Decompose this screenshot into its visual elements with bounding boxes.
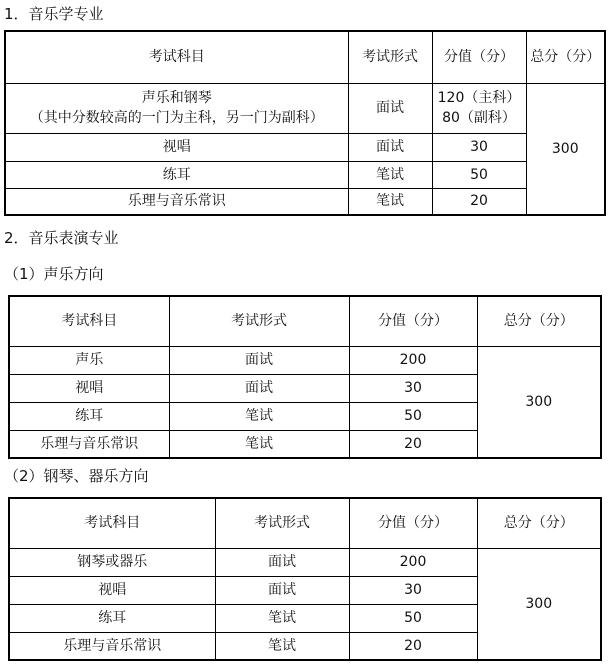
subject-cell: 乐理与音乐常识 [9,632,215,660]
table-row [5,133,605,161]
form-cell: 笔试 [348,161,432,188]
piano-instrument-table [8,497,602,661]
score-cell: 20 [349,430,477,458]
score-cell [432,83,526,133]
score-cell: 50 [432,161,526,188]
header-form: 考试形式 [169,296,349,346]
vocal-direction-table [8,295,602,459]
form-cell: 笔试 [169,402,349,430]
subject-cell: 乐理与音乐常识 [9,430,169,458]
section1-heading: 1．音乐学专业 [4,5,104,23]
table-row [5,161,605,188]
subsection1-heading: （1）声乐方向 [4,265,104,283]
form-cell: 笔试 [215,632,349,660]
score-cell: 30 [349,374,477,402]
subject-cell: 练耳 [5,161,348,188]
subject-note: （其中分数较高的一门为主科，另一门为副科） [29,110,324,126]
table-header-row [9,296,601,346]
score-cell: 20 [349,632,477,660]
score-cell: 30 [432,133,526,161]
header-subject: 考试科目 [9,296,169,346]
score-cell: 50 [349,604,477,632]
section2-heading: 2．音乐表演专业 [4,229,119,247]
header-total: 总分（分） [477,498,601,548]
form-cell: 面试 [215,548,349,576]
form-cell: 面试 [169,374,349,402]
score-cell: 50 [349,402,477,430]
header-score: 分值（分） [349,296,477,346]
form-cell: 笔试 [215,604,349,632]
form-cell: 笔试 [348,188,432,215]
subject-cell: 视唱 [9,576,215,604]
subject-cell: 视唱 [5,133,348,161]
form-cell: 面试 [348,83,432,133]
table-row [5,83,605,133]
subject-cell: 练耳 [9,604,215,632]
form-cell: 面试 [169,346,349,374]
table-row [9,548,601,576]
subject-cell: 练耳 [9,402,169,430]
table-header-row [5,31,605,83]
header-form: 考试形式 [215,498,349,548]
header-score: 分值（分） [349,498,477,548]
header-subject: 考试科目 [5,31,348,83]
score-main: 120（主科） [437,90,521,106]
total-cell: 300 [526,83,605,215]
subject-cell: 视唱 [9,374,169,402]
form-cell: 笔试 [169,430,349,458]
total-cell: 300 [477,346,601,458]
table-header-row [9,498,601,548]
header-form: 考试形式 [348,31,432,83]
header-subject: 考试科目 [9,498,215,548]
subject-cell [5,83,348,133]
score-cell: 200 [349,548,477,576]
total-cell: 300 [477,548,601,660]
form-cell: 面试 [348,133,432,161]
subsection2-heading: （2）钢琴、器乐方向 [4,467,149,485]
score-cell: 200 [349,346,477,374]
music-studies-table [4,30,606,216]
header-total: 总分（分） [526,31,605,83]
subject-cell: 钢琴或器乐 [9,548,215,576]
score-cell: 30 [349,576,477,604]
table-row [9,346,601,374]
subject-cell: 乐理与音乐常识 [5,188,348,215]
table-row [5,188,605,215]
subject-cell: 声乐 [9,346,169,374]
score-cell: 20 [432,188,526,215]
subject-line: 声乐和钢琴 [141,90,212,106]
score-minor: 80（副科） [442,110,516,126]
form-cell: 面试 [215,576,349,604]
header-score: 分值（分） [432,31,526,83]
header-total: 总分（分） [477,296,601,346]
